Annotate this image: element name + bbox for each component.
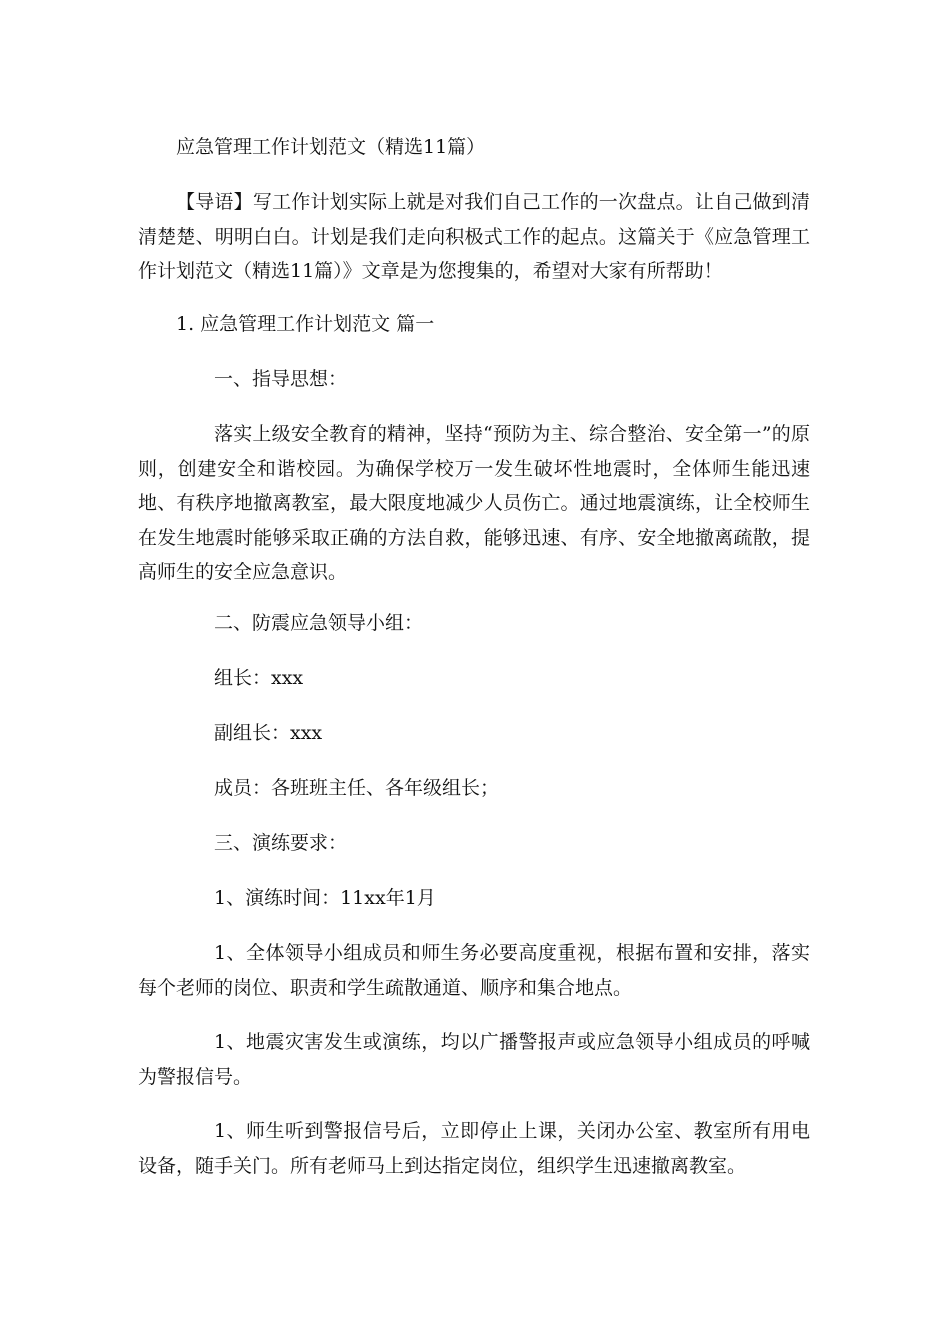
heading-leadership-group: 二、防震应急领导小组： <box>214 612 424 634</box>
heading-drill-requirements: 三、演练要求： <box>214 832 348 854</box>
requirement-item: 1、地震灾害发生或演练，均以广播警报声或应急领导小组成员的呼喊为警报信号。 <box>138 1031 810 1088</box>
group-members: 成员：各班班主任、各年级组长； <box>214 777 500 799</box>
document-title: 应急管理工作计划范文（精选11篇） <box>176 136 486 158</box>
guiding-thought-paragraph: 落实上级安全教育的精神，坚持“预防为主、综合整治、安全第一”的原则，创建安全和谐校园。为确保学校万一发生破坏性地震时，全体师生能迅速地、有秩序地撤离教室，最大限度地减少人员伤亡。通过地震演练，让全校师生在发生地震时能够采取正确的方法自救，能够迅速、有序、安全地撤离疏散，提高师生的安全应急意识。 <box>138 423 810 584</box>
section-heading: 1. 应急管理工作计划范文 篇一 <box>176 313 435 335</box>
requirement-item: 1、师生听到警报信号后，立即停止上课，关闭办公室、教室所有用电设备，随手关门。所有老师马上到达指定岗位，组织学生迅速撤离教室。 <box>138 1120 810 1177</box>
requirement-item: 1、全体领导小组成员和师生务必要高度重视，根据布置和安排，落实每个老师的岗位、职责和学生疏散通道、顺序和集合地点。 <box>138 942 810 999</box>
drill-time: 1、演练时间：11xx年1月 <box>214 887 436 909</box>
heading-guiding-thought: 一、指导思想： <box>214 368 348 390</box>
group-leader: 组长：xxx <box>214 667 304 689</box>
deputy-group-leader: 副组长：xxx <box>214 722 323 744</box>
intro-paragraph: 【导语】写工作计划实际上就是对我们自己工作的一次盘点。让自己做到清清楚楚、明明白白。计划是我们走向积极式工作的起点。这篇关于《应急管理工作计划范文（精选11篇）》文章是为您搜集的，希望对大家有所帮助！ <box>138 191 810 283</box>
